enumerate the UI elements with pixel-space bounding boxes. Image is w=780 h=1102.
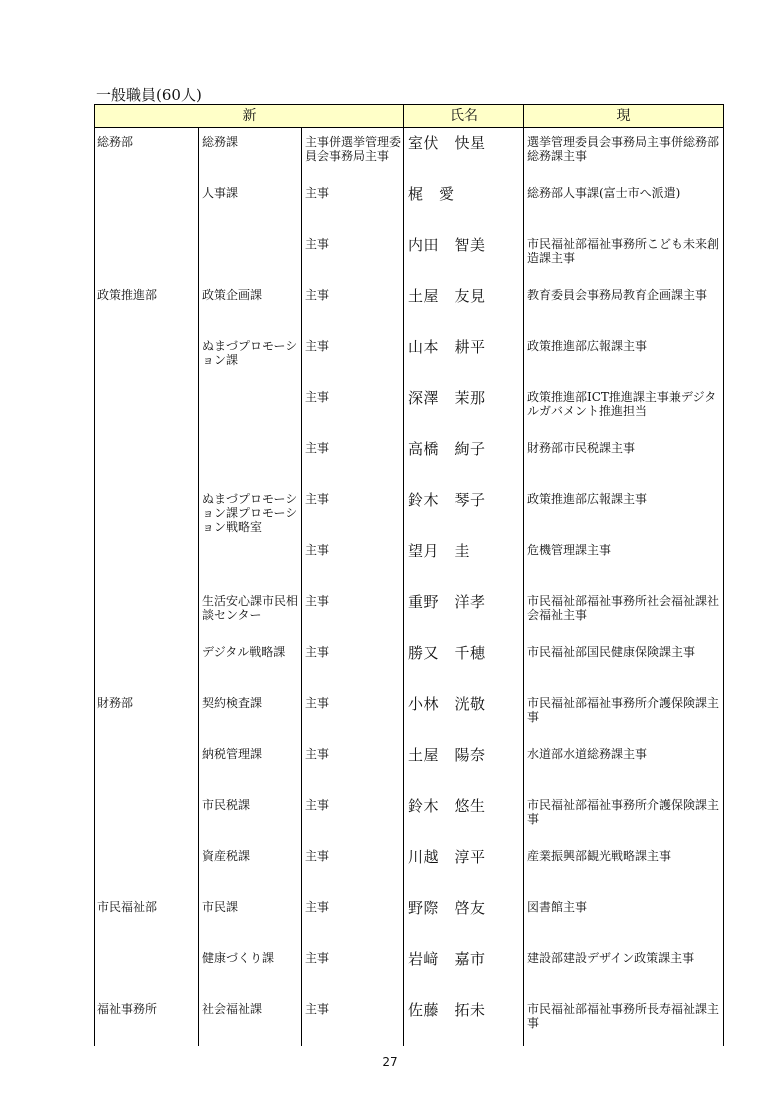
section-cell: ぬまづプロモーション課プロモーション戦略室: [202, 492, 298, 534]
name-cell: 鈴木 琴子: [408, 491, 486, 509]
dept-cell: 福祉事務所: [97, 1002, 158, 1016]
table-header: [94, 104, 724, 128]
table-row: [94, 538, 724, 589]
name-cell: 土屋 友見: [408, 287, 486, 305]
current-post-cell: 市民福祉部福祉事務所こども未来創造課主事: [527, 237, 720, 265]
dept-cell: 財務部: [97, 696, 134, 710]
table-row: [94, 742, 724, 793]
section-cell: 市民税課: [202, 798, 251, 812]
dept-cell: 市民福祉部: [97, 900, 158, 914]
position-cell: 主事: [305, 594, 330, 608]
name-cell: 鈴木 悠生: [408, 797, 486, 815]
position-cell: 主事: [305, 441, 330, 455]
current-post-cell: 総務部人事課(富士市へ派遣): [527, 186, 681, 200]
table-row: [94, 691, 724, 742]
section-cell: 生活安心課市民相談センター: [202, 594, 299, 622]
current-post-cell: 教育委員会事務局教育企画課主事: [527, 288, 708, 302]
name-cell: 川越 淳平: [408, 848, 486, 866]
name-cell: 高橋 絢子: [408, 440, 486, 458]
table-row: [94, 385, 724, 436]
name-cell: 岩﨑 嘉市: [408, 950, 486, 968]
table-row: [94, 793, 724, 844]
table-row: [94, 589, 724, 640]
position-cell: 主事: [305, 645, 330, 659]
section-cell: デジタル戦略課: [202, 645, 286, 659]
table-row: [94, 130, 724, 181]
table-caption: 一般職員(60人): [96, 86, 202, 104]
table-row: [94, 436, 724, 487]
position-cell: 主事: [305, 798, 330, 812]
section-cell: ぬまづプロモーション課: [202, 339, 298, 367]
table-row: [94, 283, 724, 334]
name-cell: 望月 圭: [408, 542, 471, 560]
current-post-cell: 市民福祉部福祉事務所介護保険課主事: [527, 696, 720, 724]
staff-table: [94, 104, 724, 1046]
section-cell: 市民課: [202, 900, 239, 914]
current-post-cell: 財務部市民税課主事: [527, 441, 636, 455]
section-cell: 納税管理課: [202, 747, 263, 761]
name-cell: 重野 洋孝: [408, 593, 486, 611]
section-cell: 人事課: [202, 186, 239, 200]
table-row: [94, 844, 724, 895]
name-cell: 内田 智美: [408, 236, 486, 254]
current-post-cell: 政策推進部ICT推進課主事兼デジタルガバメント推進担当: [527, 390, 717, 418]
position-cell: 主事: [305, 237, 330, 251]
position-cell: 主事併選挙管理委員会事務局主事: [305, 135, 402, 163]
current-post-cell: 市民福祉部福祉事務所長寿福祉課主事: [527, 1002, 720, 1030]
name-cell: 小林 洸敬: [408, 695, 486, 713]
position-cell: 主事: [305, 1002, 330, 1016]
position-cell: 主事: [305, 747, 330, 761]
header-current: 現: [616, 108, 631, 124]
table-row: [94, 895, 724, 946]
table-row: [94, 946, 724, 997]
position-cell: 主事: [305, 186, 330, 200]
current-post-cell: 危機管理課主事: [527, 543, 612, 557]
section-cell: 総務課: [202, 135, 239, 149]
position-cell: 主事: [305, 339, 330, 353]
name-cell: 梶 愛: [408, 185, 455, 203]
dept-cell: 政策推進部: [97, 288, 158, 302]
table-row: [94, 181, 724, 232]
current-post-cell: 建設部建設デザイン政策課主事: [527, 951, 695, 965]
name-cell: 深澤 茉那: [408, 389, 486, 407]
current-post-cell: 選挙管理委員会事務局主事併総務部総務課主事: [527, 135, 720, 163]
current-post-cell: 政策推進部広報課主事: [527, 339, 648, 353]
position-cell: 主事: [305, 492, 330, 506]
position-cell: 主事: [305, 288, 330, 302]
page-number: 27: [382, 1055, 398, 1069]
section-cell: 契約検査課: [202, 696, 263, 710]
position-cell: 主事: [305, 951, 330, 965]
table-row: [94, 640, 724, 691]
position-cell: 主事: [305, 900, 330, 914]
section-cell: 健康づくり課: [202, 951, 275, 965]
name-cell: 野際 啓友: [408, 899, 486, 917]
position-cell: 主事: [305, 390, 330, 404]
current-post-cell: 産業振興部観光戦略課主事: [527, 849, 672, 863]
header-name: 氏名: [450, 108, 478, 124]
current-post-cell: 水道部水道総務課主事: [527, 747, 648, 761]
position-cell: 主事: [305, 849, 330, 863]
current-post-cell: 図書館主事: [527, 900, 588, 914]
name-cell: 室伏 快星: [408, 134, 486, 152]
section-cell: 社会福祉課: [202, 1002, 263, 1016]
name-cell: 土屋 陽奈: [408, 746, 486, 764]
section-cell: 政策企画課: [202, 288, 263, 302]
position-cell: 主事: [305, 696, 330, 710]
current-post-cell: 市民福祉部福祉事務所介護保険課主事: [527, 798, 720, 826]
name-cell: 勝又 千穂: [408, 644, 486, 662]
name-cell: 山本 耕平: [408, 338, 486, 356]
table-row: [94, 997, 724, 1048]
table-row: [94, 232, 724, 283]
position-cell: 主事: [305, 543, 330, 557]
current-post-cell: 政策推進部広報課主事: [527, 492, 648, 506]
current-post-cell: 市民福祉部福祉事務所社会福祉課社会福祉主事: [527, 594, 720, 622]
current-post-cell: 市民福祉部国民健康保険課主事: [527, 645, 696, 659]
table-row: [94, 487, 724, 538]
section-cell: 資産税課: [202, 849, 251, 863]
table-row: [94, 334, 724, 385]
dept-cell: 総務部: [97, 135, 134, 149]
name-cell: 佐藤 拓未: [408, 1001, 486, 1019]
header-new: 新: [242, 108, 257, 124]
